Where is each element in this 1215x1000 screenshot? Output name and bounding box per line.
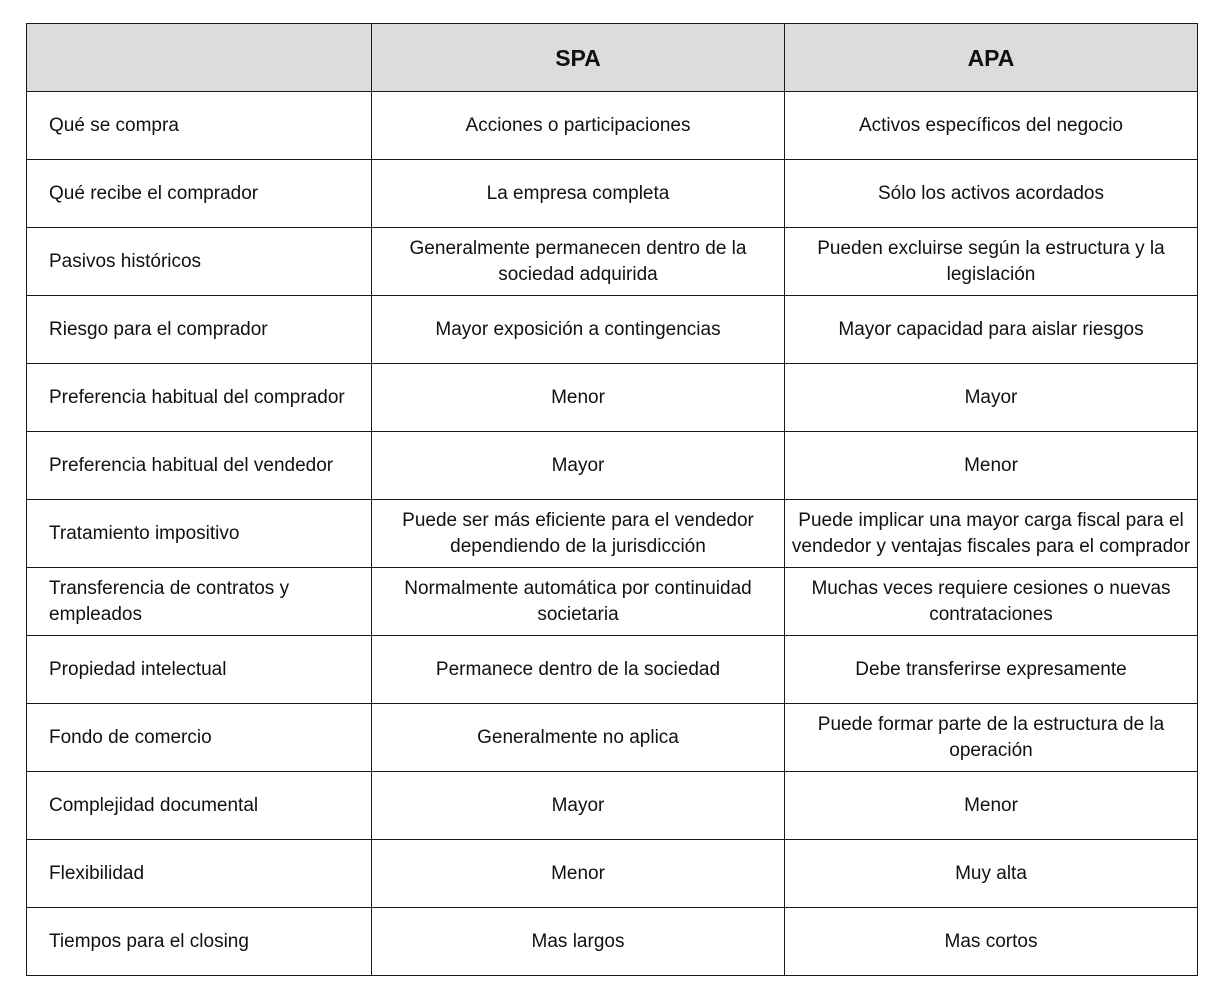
table-row [27, 296, 1198, 364]
row-label: Riesgo para el comprador [27, 296, 372, 364]
header-spa: SPA [372, 24, 785, 92]
apa-cell: Mayor [785, 364, 1198, 432]
apa-cell: Mayor capacidad para aislar riesgos [785, 296, 1198, 364]
spa-cell: Normalmente automática por continuidad societaria [372, 568, 785, 636]
spa-cell: Mayor exposición a contingencias [372, 296, 785, 364]
spa-cell: Permanece dentro de la sociedad [372, 636, 785, 704]
table-row [27, 500, 1198, 568]
apa-cell: Muy alta [785, 840, 1198, 908]
apa-cell: Sólo los activos acordados [785, 160, 1198, 228]
spa-cell: Acciones o participaciones [372, 92, 785, 160]
table-row [27, 568, 1198, 636]
table-row [27, 228, 1198, 296]
spa-cell: Mayor [372, 772, 785, 840]
spa-cell: Puede ser más eficiente para el vendedor dependiendo de la jurisdicción [372, 500, 785, 568]
apa-cell: Activos específicos del negocio [785, 92, 1198, 160]
row-label: Qué recibe el comprador [27, 160, 372, 228]
apa-cell: Puede formar parte de la estructura de la operación [785, 704, 1198, 772]
comparison-table [26, 23, 1198, 976]
row-label: Propiedad intelectual [27, 636, 372, 704]
spa-cell: Generalmente no aplica [372, 704, 785, 772]
table-body [27, 92, 1198, 976]
spa-cell: Menor [372, 840, 785, 908]
row-label: Complejidad documental [27, 772, 372, 840]
table-row [27, 908, 1198, 976]
spa-cell: Mayor [372, 432, 785, 500]
row-label: Tiempos para el closing [27, 908, 372, 976]
spa-cell: Menor [372, 364, 785, 432]
apa-cell: Mas cortos [785, 908, 1198, 976]
table-row [27, 432, 1198, 500]
apa-cell: Debe transferirse expresamente [785, 636, 1198, 704]
row-label: Pasivos históricos [27, 228, 372, 296]
table-row [27, 160, 1198, 228]
apa-cell: Menor [785, 772, 1198, 840]
row-label: Qué se compra [27, 92, 372, 160]
row-label: Tratamiento impositivo [27, 500, 372, 568]
apa-cell: Menor [785, 432, 1198, 500]
table-row [27, 840, 1198, 908]
apa-cell: Pueden excluirse según la estructura y la legislación [785, 228, 1198, 296]
header-row [27, 24, 1198, 92]
spa-cell: La empresa completa [372, 160, 785, 228]
header-apa: APA [785, 24, 1198, 92]
row-label: Fondo de comercio [27, 704, 372, 772]
row-label: Transferencia de contratos y empleados [27, 568, 372, 636]
table-row [27, 772, 1198, 840]
table-row [27, 364, 1198, 432]
apa-cell: Puede implicar una mayor carga fiscal para el vendedor y ventajas fiscales para el comprador [785, 500, 1198, 568]
row-label: Flexibilidad [27, 840, 372, 908]
spa-cell: Generalmente permanecen dentro de la sociedad adquirida [372, 228, 785, 296]
table-header [27, 24, 1198, 92]
table-row [27, 92, 1198, 160]
spa-cell: Mas largos [372, 908, 785, 976]
table-row [27, 636, 1198, 704]
row-label: Preferencia habitual del vendedor [27, 432, 372, 500]
apa-cell: Muchas veces requiere cesiones o nuevas contrataciones [785, 568, 1198, 636]
row-label: Preferencia habitual del comprador [27, 364, 372, 432]
table-row [27, 704, 1198, 772]
header-empty-cell [27, 24, 372, 92]
